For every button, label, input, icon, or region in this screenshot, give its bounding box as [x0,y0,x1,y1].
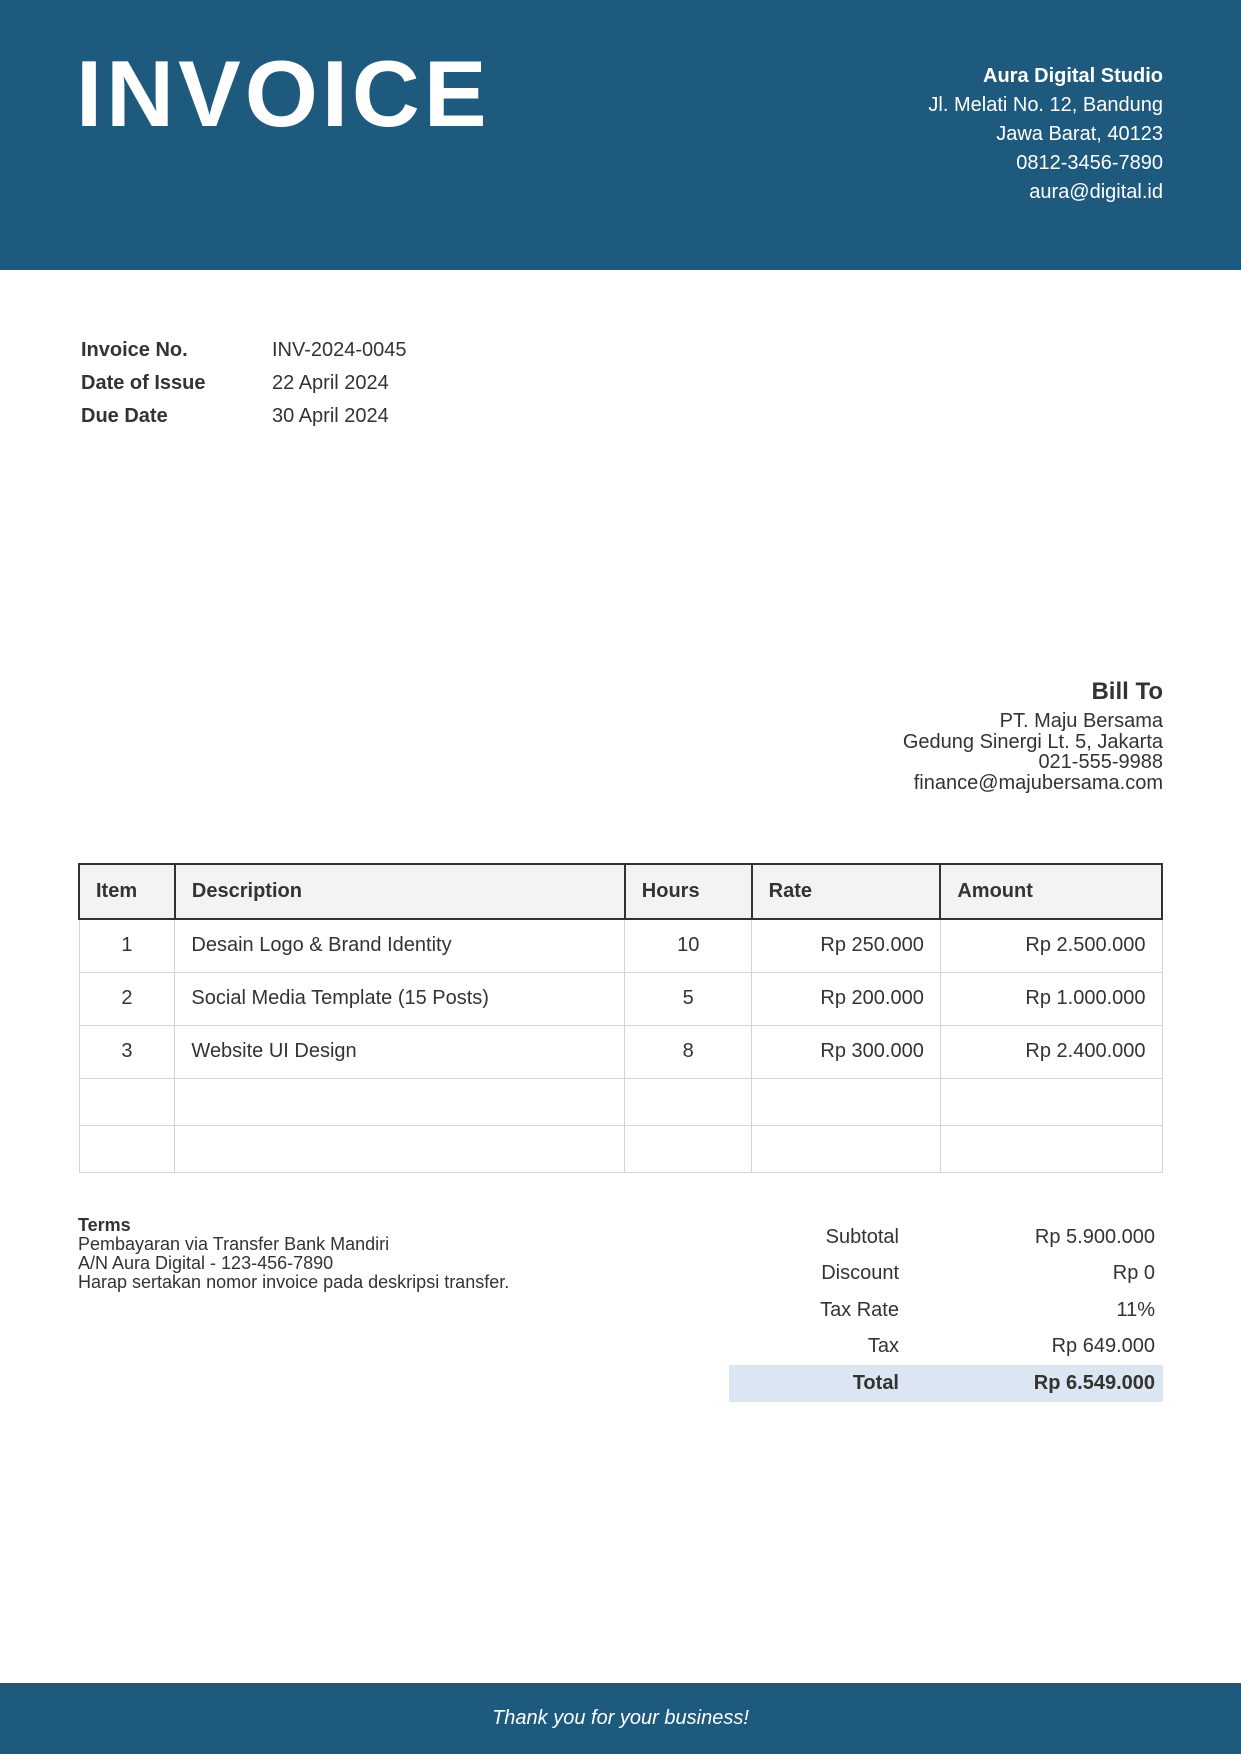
terms-line: Pembayaran via Transfer Bank Mandiri [78,1234,390,1254]
column-header-amount: Amount [940,864,1162,919]
empty-cell [79,1078,175,1125]
empty-cell [940,1125,1162,1172]
grand-total-value: Rp 6.549.000 [1033,1371,1155,1394]
empty-cell [625,1078,752,1125]
empty-cell [79,1125,175,1172]
empty-cell [752,1078,941,1125]
footer-message: Thank you for your business! [492,1707,749,1729]
company-address-line1: Jl. Melati No. 12, Bandung [928,94,1163,116]
cell-rate: Rp 300.000 [752,1025,941,1078]
terms-line: Harap sertakan nomor invoice pada deskripsi transfer. [78,1272,510,1292]
cell-amount: Rp 2.500.000 [940,919,1162,972]
meta-label: Date of Issue [81,372,206,394]
table-row [79,1025,1162,1078]
discount-row [729,1256,1163,1293]
meta-invoice-no [81,334,407,367]
company-info [743,62,1163,207]
invoice-meta [81,334,407,433]
tax-row [729,1329,1163,1366]
column-header-hours: Hours [625,864,752,919]
bill-to-email: finance@majubersama.com [913,771,1163,794]
totals-value: Rp 0 [1112,1262,1155,1285]
table-row [79,919,1162,972]
table-row [79,972,1162,1025]
cell-rate: Rp 250.000 [752,919,941,972]
company-phone: 0812-3456-7890 [1016,152,1163,174]
cell-amount: Rp 2.400.000 [940,1025,1162,1078]
subtotal-row [729,1219,1163,1256]
footer-band [0,1683,1241,1754]
meta-label: Invoice No. [81,339,188,361]
cell-description: Website UI Design [175,1025,625,1078]
meta-value: 30 April 2024 [272,405,389,427]
meta-date-of-issue [81,367,407,400]
cell-item: 1 [79,919,175,972]
company-address-line2: Jawa Barat, 40123 [996,123,1163,145]
totals-value: Rp 649.000 [1051,1335,1155,1358]
totals-value: 11% [1116,1298,1155,1321]
empty-cell [940,1078,1162,1125]
cell-hours: 8 [625,1025,752,1078]
header-band [0,0,1241,270]
totals-label: Subtotal [825,1225,899,1248]
cell-item: 3 [79,1025,175,1078]
empty-table-row [79,1125,1162,1172]
bill-to-address: Gedung Sinergi Lt. 5, Jakarta [902,730,1163,753]
totals-label: Discount [821,1262,899,1285]
empty-cell [175,1125,625,1172]
cell-description: Social Media Template (15 Posts) [175,972,625,1025]
terms-line: A/N Aura Digital - 123-456-7890 [78,1253,334,1273]
grand-total-label: Total [852,1371,899,1394]
cell-hours: 5 [625,972,752,1025]
totals-summary [729,1219,1163,1402]
bill-to-phone: 021-555-9988 [1038,751,1163,773]
cell-item: 2 [79,972,175,1025]
cell-rate: Rp 200.000 [752,972,941,1025]
invoice-title: INVOICE [76,41,491,146]
empty-cell [752,1125,941,1172]
grand-total-row [729,1365,1163,1402]
meta-due-date [81,400,407,433]
cell-description: Desain Logo & Brand Identity [175,919,625,972]
company-name: Aura Digital Studio [983,65,1163,87]
bill-to-heading: Bill To [1091,678,1163,705]
totals-label: Tax Rate [820,1298,899,1321]
column-header-rate: Rate [752,864,941,919]
tax-rate-row [729,1292,1163,1329]
cell-hours: 10 [625,919,752,972]
column-header-item: Item [79,864,175,919]
bill-to-name: PT. Maju Bersama [999,710,1163,732]
items-table [78,863,1163,1173]
bill-to [663,677,1163,793]
totals-value: Rp 5.900.000 [1034,1225,1155,1248]
table-header-row [79,864,1162,919]
meta-value: 22 April 2024 [272,372,389,394]
column-header-description: Description [175,864,625,919]
terms-heading: Terms [78,1215,131,1235]
company-email: aura@digital.id [1029,181,1163,203]
totals-label: Tax [867,1335,899,1358]
meta-label: Due Date [81,405,168,427]
empty-cell [175,1078,625,1125]
empty-table-row [79,1078,1162,1125]
empty-cell [625,1125,752,1172]
meta-value: INV-2024-0045 [272,339,407,361]
cell-amount: Rp 1.000.000 [940,972,1162,1025]
terms-section [78,1216,509,1292]
